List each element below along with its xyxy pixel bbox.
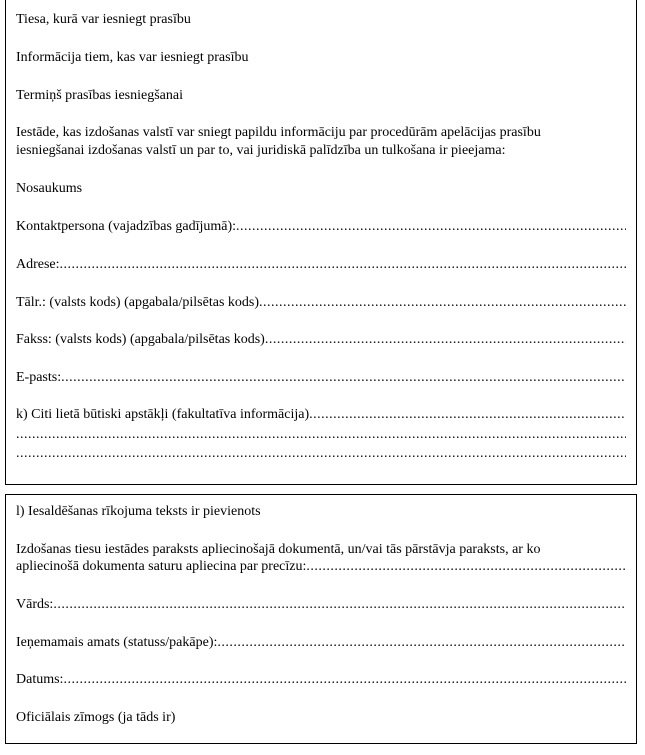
fax-label: Fakss: (valsts kods) (apgabala/pilsētas kods) [16, 332, 265, 347]
authority-text-line2: iesniegšanai izdošanas valstī un par to, vai juridiskā palīdzība un tulkošana ir pieejama: [16, 143, 506, 158]
deadline-label: Termiņš prasības iesniegšanai [16, 88, 183, 103]
dotted-line [265, 331, 626, 348]
date-label: Datums: [16, 672, 64, 687]
attached-text-label: l) Iesaldēšanas rīkojuma teksts ir pievienots [16, 504, 261, 519]
dotted-line [217, 634, 626, 651]
court-label: Tiesa, kurā var iesniegt prasību [16, 12, 191, 27]
form-section-top [5, 0, 637, 485]
signature-text-line2: apliecinošā dokumenta saturu apliecina par precīzu: [16, 559, 307, 574]
signature-text-line1: Izdošanas tiesu iestādes paraksts apliecinošajā dokumentā, un/vai tās pārstāvja paraksts, ar ko [16, 542, 541, 557]
dotted-line [236, 218, 626, 235]
dotted-line [259, 294, 626, 311]
phone-field[interactable] [16, 294, 626, 311]
dotted-line [309, 406, 626, 423]
other-circumstances-line3[interactable] [16, 445, 626, 462]
contact-person-label: Kontaktpersona (vajadzības gadījumā): [16, 219, 237, 234]
other-circumstances-label: k) Citi lietā būtiski apstākļi (fakultatīva informācija) [16, 407, 310, 422]
email-label: E-pasts: [16, 370, 62, 385]
name-field[interactable] [16, 596, 626, 613]
signature-field[interactable] [16, 558, 626, 575]
dotted-line [63, 671, 626, 688]
position-field[interactable] [16, 634, 626, 651]
dotted-line [306, 558, 626, 575]
email-field[interactable] [16, 369, 626, 386]
dotted-line [60, 256, 626, 273]
contact-person-field[interactable] [16, 218, 626, 235]
name-label: Vārds: [16, 597, 54, 612]
dotted-line [53, 596, 626, 613]
address-field[interactable] [16, 256, 626, 273]
authority-text-line1: Iestāde, kas izdošanas valstī var sniegt papildu informāciju par procedūrām apelācijas prasību [16, 125, 541, 140]
fax-field[interactable] [16, 331, 626, 348]
position-label: Ieņemamais amats (statuss/pakāpe): [16, 635, 218, 650]
form-section-bottom [5, 494, 637, 744]
phone-label: Tālr.: (valsts kods) (apgabala/pilsētas kods) [16, 295, 259, 310]
info-label: Informācija tiem, kas var iesniegt prasību [16, 50, 249, 65]
other-circumstances-line2[interactable] [16, 426, 626, 443]
date-field[interactable] [16, 671, 626, 688]
address-label: Adrese: [16, 257, 60, 272]
dotted-line [61, 369, 626, 386]
official-stamp-label: Oficiālais zīmogs (ja tāds ir) [16, 710, 176, 725]
authority-name-label: Nosaukums [16, 181, 83, 196]
other-circumstances-field[interactable] [16, 406, 626, 423]
